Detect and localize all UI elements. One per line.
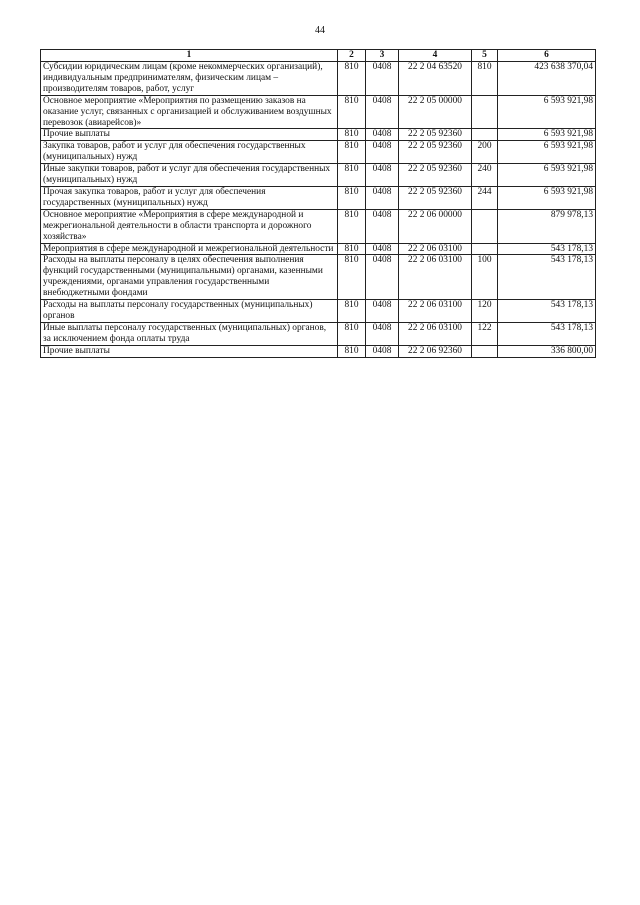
row-expense-type-cell bbox=[472, 209, 498, 243]
row-section-cell: 0408 bbox=[366, 243, 399, 255]
row-grbs-cell: 810 bbox=[338, 243, 366, 255]
row-target-article-cell: 22 2 06 03100 bbox=[399, 255, 472, 300]
row-grbs-cell: 810 bbox=[338, 164, 366, 187]
row-name-cell: Закупка товаров, работ и услуг для обеспечения государственных (муниципальных) нужд bbox=[41, 141, 338, 164]
row-amount-cell: 6 593 921,98 bbox=[498, 186, 596, 209]
row-grbs-cell: 810 bbox=[338, 129, 366, 141]
row-section-cell: 0408 bbox=[366, 62, 399, 96]
table-row bbox=[41, 95, 596, 129]
row-amount-cell: 543 178,13 bbox=[498, 300, 596, 323]
column-header: 5 bbox=[472, 50, 498, 62]
row-expense-type-cell: 810 bbox=[472, 62, 498, 96]
row-expense-type-cell bbox=[472, 95, 498, 129]
row-target-article-cell: 22 2 06 03100 bbox=[399, 300, 472, 323]
row-grbs-cell: 810 bbox=[338, 345, 366, 357]
row-name-cell: Основное мероприятие «Мероприятия в сфере международной и межрегиональной деятельности в области транспорта и дорожного хозяйства» bbox=[41, 209, 338, 243]
row-amount-cell: 879 978,13 bbox=[498, 209, 596, 243]
row-section-cell: 0408 bbox=[366, 95, 399, 129]
row-expense-type-cell bbox=[472, 129, 498, 141]
row-target-article-cell: 22 2 06 03100 bbox=[399, 243, 472, 255]
table-row bbox=[41, 164, 596, 187]
row-name-cell: Расходы на выплаты персоналу в целях обеспечения выполнения функций государственными (муниципальными) органами, казенными учреждениями, органами управления государственными внебюджетными фондами bbox=[41, 255, 338, 300]
row-expense-type-cell bbox=[472, 345, 498, 357]
row-target-article-cell: 22 2 05 92360 bbox=[399, 164, 472, 187]
row-grbs-cell: 810 bbox=[338, 209, 366, 243]
table-row bbox=[41, 129, 596, 141]
row-expense-type-cell bbox=[472, 243, 498, 255]
row-grbs-cell: 810 bbox=[338, 300, 366, 323]
row-grbs-cell: 810 bbox=[338, 95, 366, 129]
row-amount-cell: 336 800,00 bbox=[498, 345, 596, 357]
table-row bbox=[41, 300, 596, 323]
row-name-cell: Прочие выплаты bbox=[41, 129, 338, 141]
table-row bbox=[41, 322, 596, 345]
row-target-article-cell: 22 2 06 00000 bbox=[399, 209, 472, 243]
row-grbs-cell: 810 bbox=[338, 322, 366, 345]
row-amount-cell: 543 178,13 bbox=[498, 255, 596, 300]
row-name-cell: Прочая закупка товаров, работ и услуг для обеспечения государственных (муниципальных) нужд bbox=[41, 186, 338, 209]
row-section-cell: 0408 bbox=[366, 255, 399, 300]
row-amount-cell: 6 593 921,98 bbox=[498, 164, 596, 187]
budget-table bbox=[40, 49, 596, 358]
row-target-article-cell: 22 2 05 92360 bbox=[399, 186, 472, 209]
table-row bbox=[41, 186, 596, 209]
row-amount-cell: 6 593 921,98 bbox=[498, 141, 596, 164]
row-name-cell: Субсидии юридическим лицам (кроме некоммерческих организаций), индивидуальным предпринимателям, физическим лицам – производителям товаров, работ, услуг bbox=[41, 62, 338, 96]
row-amount-cell: 543 178,13 bbox=[498, 243, 596, 255]
row-section-cell: 0408 bbox=[366, 186, 399, 209]
column-header: 1 bbox=[41, 50, 338, 62]
row-expense-type-cell: 122 bbox=[472, 322, 498, 345]
row-grbs-cell: 810 bbox=[338, 255, 366, 300]
row-target-article-cell: 22 2 06 03100 bbox=[399, 322, 472, 345]
row-target-article-cell: 22 2 05 00000 bbox=[399, 95, 472, 129]
row-amount-cell: 543 178,13 bbox=[498, 322, 596, 345]
row-name-cell: Расходы на выплаты персоналу государственных (муниципальных) органов bbox=[41, 300, 338, 323]
row-section-cell: 0408 bbox=[366, 345, 399, 357]
row-grbs-cell: 810 bbox=[338, 141, 366, 164]
row-expense-type-cell: 200 bbox=[472, 141, 498, 164]
column-header: 6 bbox=[498, 50, 596, 62]
row-target-article-cell: 22 2 04 63520 bbox=[399, 62, 472, 96]
row-expense-type-cell: 240 bbox=[472, 164, 498, 187]
row-target-article-cell: 22 2 05 92360 bbox=[399, 129, 472, 141]
table-row bbox=[41, 243, 596, 255]
row-name-cell: Иные выплаты персоналу государственных (муниципальных) органов, за исключением фонда оплаты труда bbox=[41, 322, 338, 345]
row-target-article-cell: 22 2 05 92360 bbox=[399, 141, 472, 164]
row-expense-type-cell: 100 bbox=[472, 255, 498, 300]
column-header: 3 bbox=[366, 50, 399, 62]
row-amount-cell: 423 638 370,04 bbox=[498, 62, 596, 96]
table-row bbox=[41, 255, 596, 300]
row-section-cell: 0408 bbox=[366, 300, 399, 323]
row-grbs-cell: 810 bbox=[338, 62, 366, 96]
row-section-cell: 0408 bbox=[366, 322, 399, 345]
column-header: 2 bbox=[338, 50, 366, 62]
page-number: 44 bbox=[315, 25, 325, 36]
column-header: 4 bbox=[399, 50, 472, 62]
row-amount-cell: 6 593 921,98 bbox=[498, 129, 596, 141]
table-row bbox=[41, 345, 596, 357]
row-name-cell: Прочие выплаты bbox=[41, 345, 338, 357]
table-row bbox=[41, 209, 596, 243]
row-target-article-cell: 22 2 06 92360 bbox=[399, 345, 472, 357]
row-section-cell: 0408 bbox=[366, 141, 399, 164]
row-expense-type-cell: 244 bbox=[472, 186, 498, 209]
table-row bbox=[41, 141, 596, 164]
row-name-cell: Иные закупки товаров, работ и услуг для обеспечения государственных (муниципальных) нужд bbox=[41, 164, 338, 187]
row-amount-cell: 6 593 921,98 bbox=[498, 95, 596, 129]
row-grbs-cell: 810 bbox=[338, 186, 366, 209]
row-section-cell: 0408 bbox=[366, 164, 399, 187]
row-section-cell: 0408 bbox=[366, 129, 399, 141]
row-name-cell: Основное мероприятие «Мероприятия по размещению заказов на оказание услуг, связанных с организацией и обслуживанием воздушных перевозок (авиарейсов)» bbox=[41, 95, 338, 129]
table-header-row bbox=[41, 50, 596, 62]
row-expense-type-cell: 120 bbox=[472, 300, 498, 323]
row-section-cell: 0408 bbox=[366, 209, 399, 243]
row-name-cell: Мероприятия в сфере международной и межрегиональной деятельности bbox=[41, 243, 338, 255]
table-row bbox=[41, 62, 596, 96]
